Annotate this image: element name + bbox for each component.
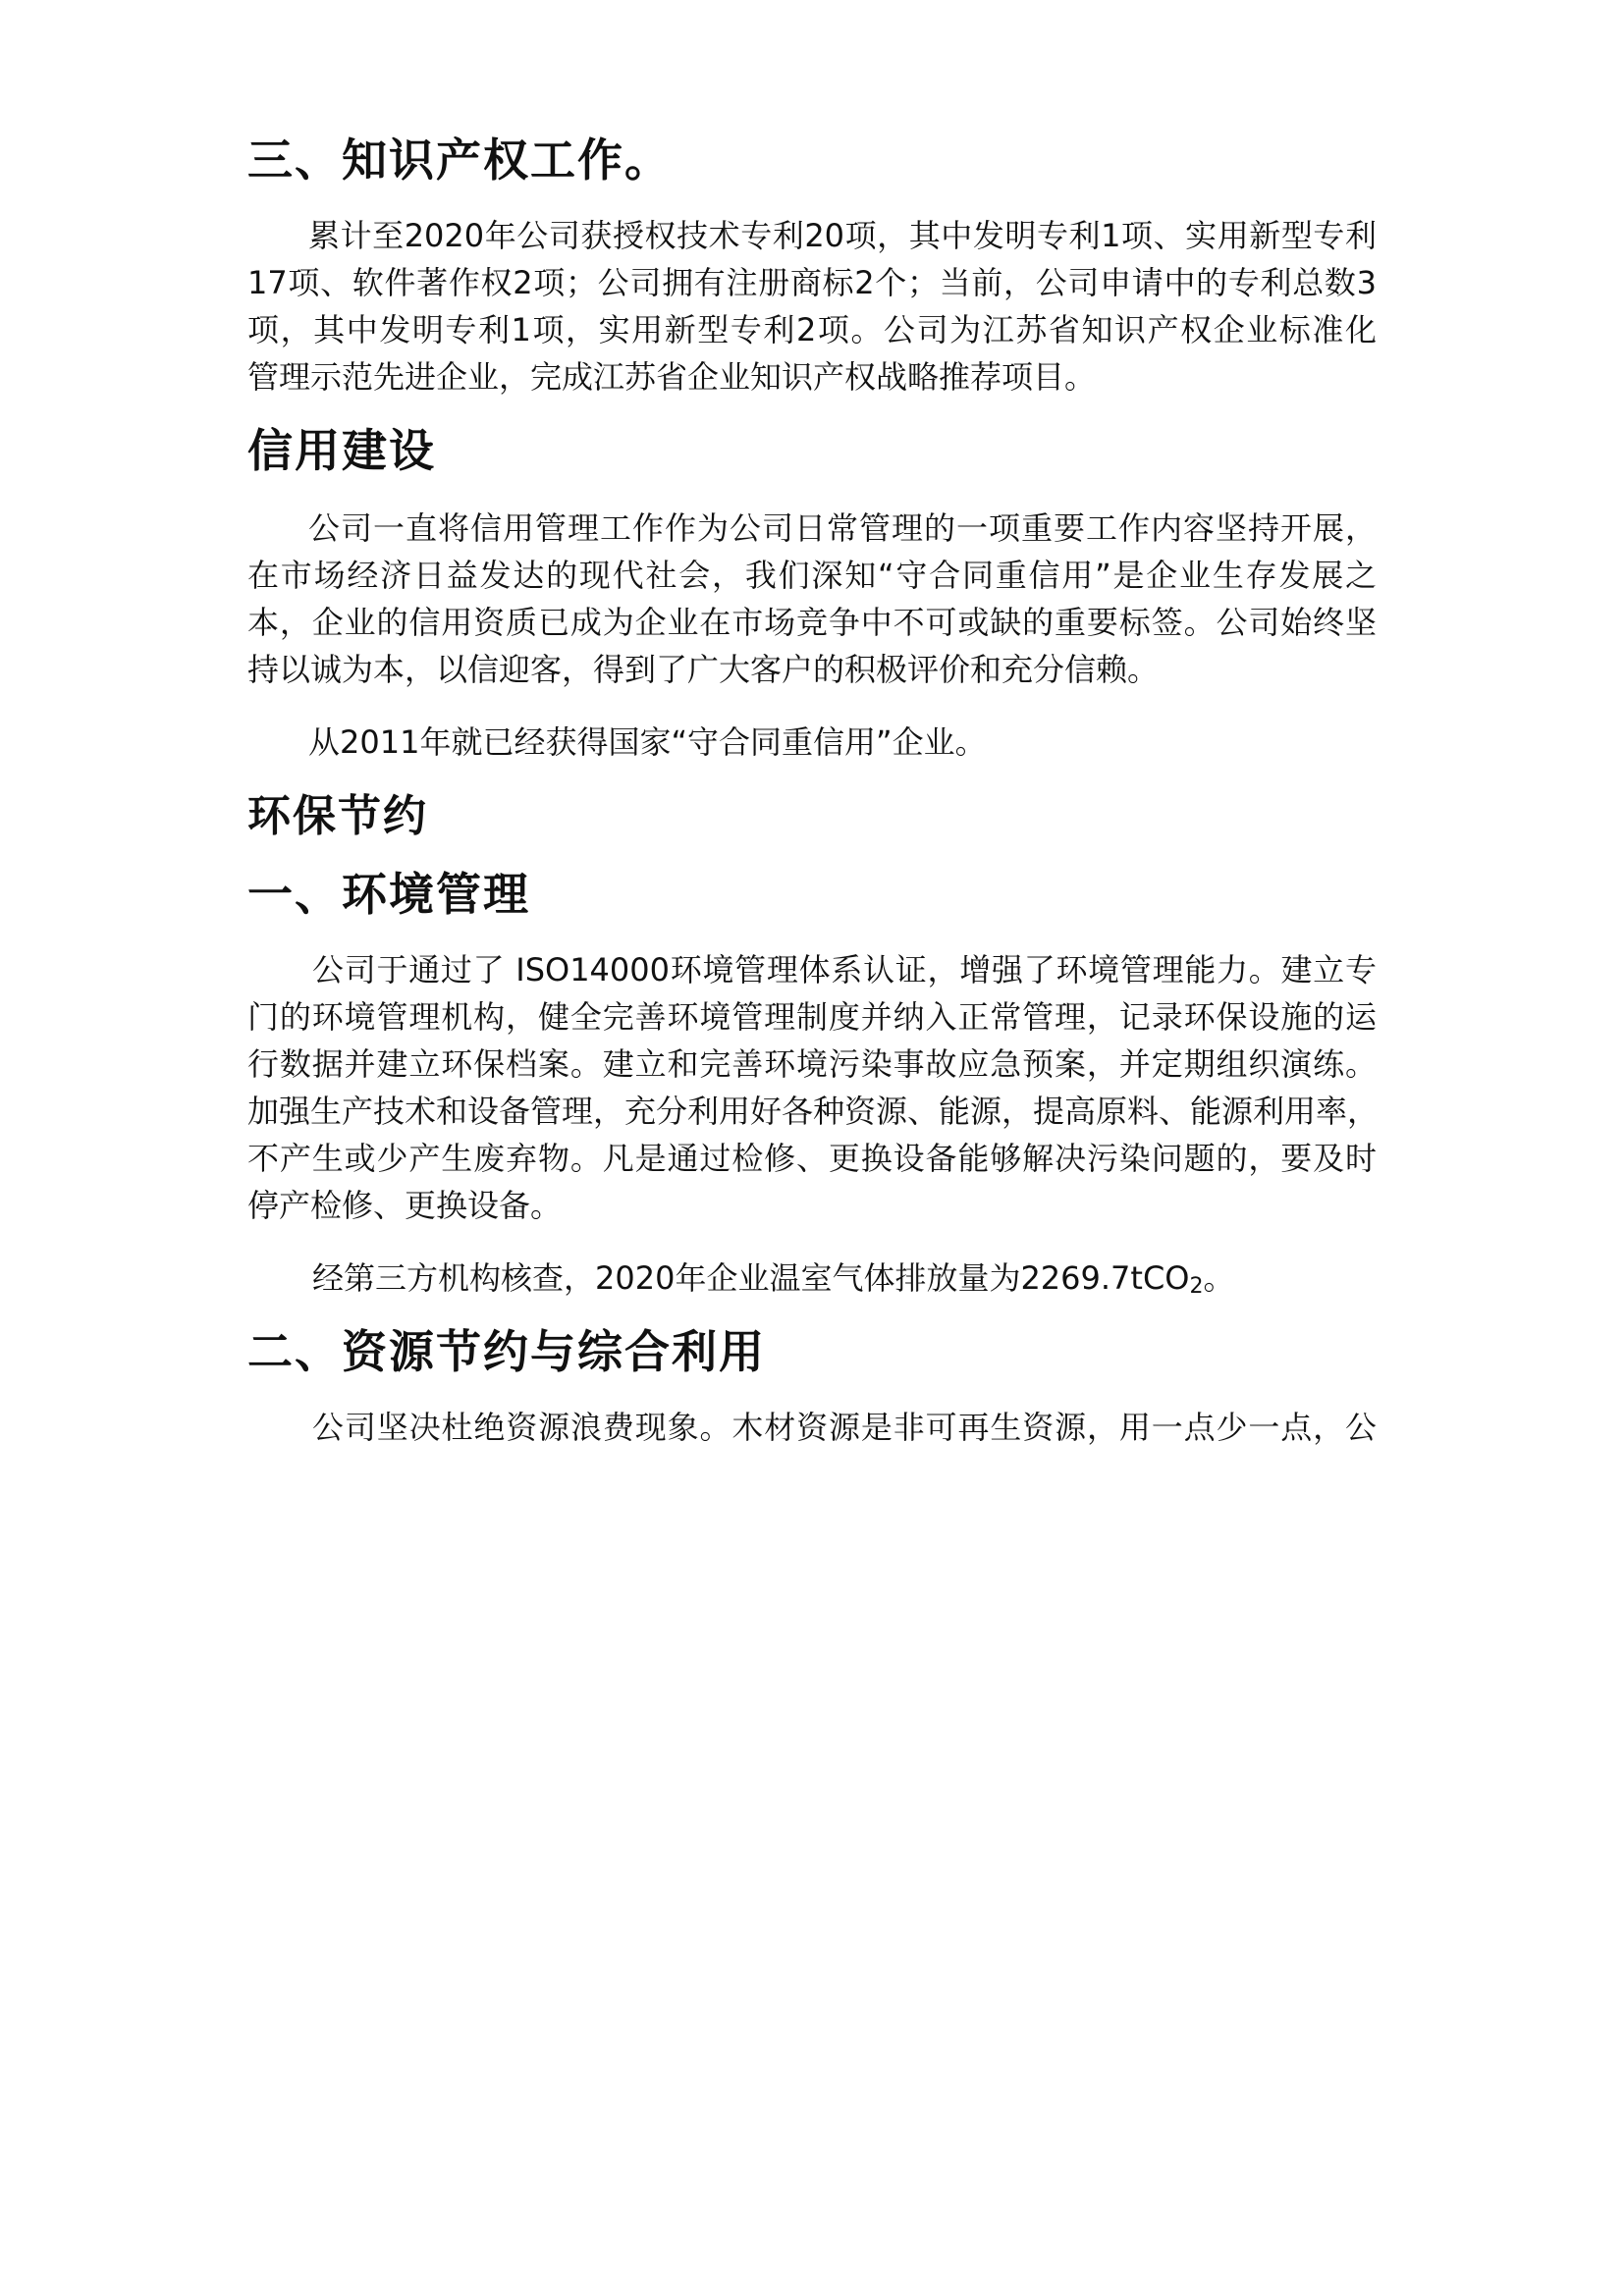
paragraph-line: 项，其中发明专利1项，实用新型专利2项。公司为江苏省知识产权企业标准化	[247, 311, 1377, 348]
section-heading-ip: 三、知识产权工作。	[247, 133, 672, 187]
paragraph-line: 公司于通过了 ISO14000环境管理体系认证，增强了环境管理能力。建立专	[312, 951, 1377, 988]
paragraph-line: 持以诚为本，以信迎客，得到了广大客户的积极评价和充分信赖。	[247, 651, 1160, 688]
paragraph-line: 加强生产技术和设备管理，充分利用好各种资源、能源，提高原料、能源利用率，	[247, 1093, 1380, 1130]
paragraph-line: 在市场经济日益发达的现代社会，我们深知“守合同重信用”是企业生存发展之	[247, 557, 1377, 594]
emission-suffix: 。	[1203, 1259, 1235, 1297]
emission-text: 经第三方机构核查，2020年企业温室气体排放量为2269.7tCO	[312, 1259, 1190, 1297]
paragraph-line: 累计至2020年公司获授权技术专利20项，其中发明专利1项、实用新型专利	[308, 217, 1377, 254]
emission-subscript: 2	[1189, 1274, 1204, 1299]
subsection-heading-env-mgmt: 一、环境管理	[247, 868, 530, 921]
section-heading-env: 环保节约	[247, 791, 428, 841]
subsection-heading-resource: 二、资源节约与综合利用	[247, 1325, 766, 1378]
paragraph-line: 17项、软件著作权2项；公司拥有注册商标2个；当前，公司申请中的专利总数3	[247, 264, 1377, 301]
credit-note: 从2011年就已经获得国家“守合同重信用”企业。	[308, 723, 987, 761]
section-heading-credit: 信用建设	[247, 424, 436, 477]
paragraph-line: 行数据并建立环保档案。建立和完善环境污染事故应急预案，并定期组织演练。	[247, 1045, 1377, 1083]
paragraph-line: 停产检修、更换设备。	[247, 1187, 563, 1224]
emission-statement	[312, 1259, 1235, 1299]
paragraph-line: 管理示范先进企业，完成江苏省企业知识产权战略推荐项目。	[247, 358, 1097, 396]
paragraph-line: 公司一直将信用管理工作作为公司日常管理的一项重要工作内容坚持开展，	[308, 509, 1377, 547]
paragraph-line: 不产生或少产生废弃物。凡是通过检修、更换设备能够解决污染问题的，要及时	[247, 1140, 1377, 1177]
paragraph-line: 门的环境管理机构，健全完善环境管理制度并纳入正常管理，记录环保设施的运	[247, 998, 1377, 1036]
paragraph-line: 公司坚决杜绝资源浪费现象。木材资源是非可再生资源，用一点少一点，公	[312, 1409, 1377, 1446]
paragraph-line: 本，企业的信用资质已成为企业在市场竞争中不可或缺的重要标签。公司始终坚	[247, 604, 1377, 641]
